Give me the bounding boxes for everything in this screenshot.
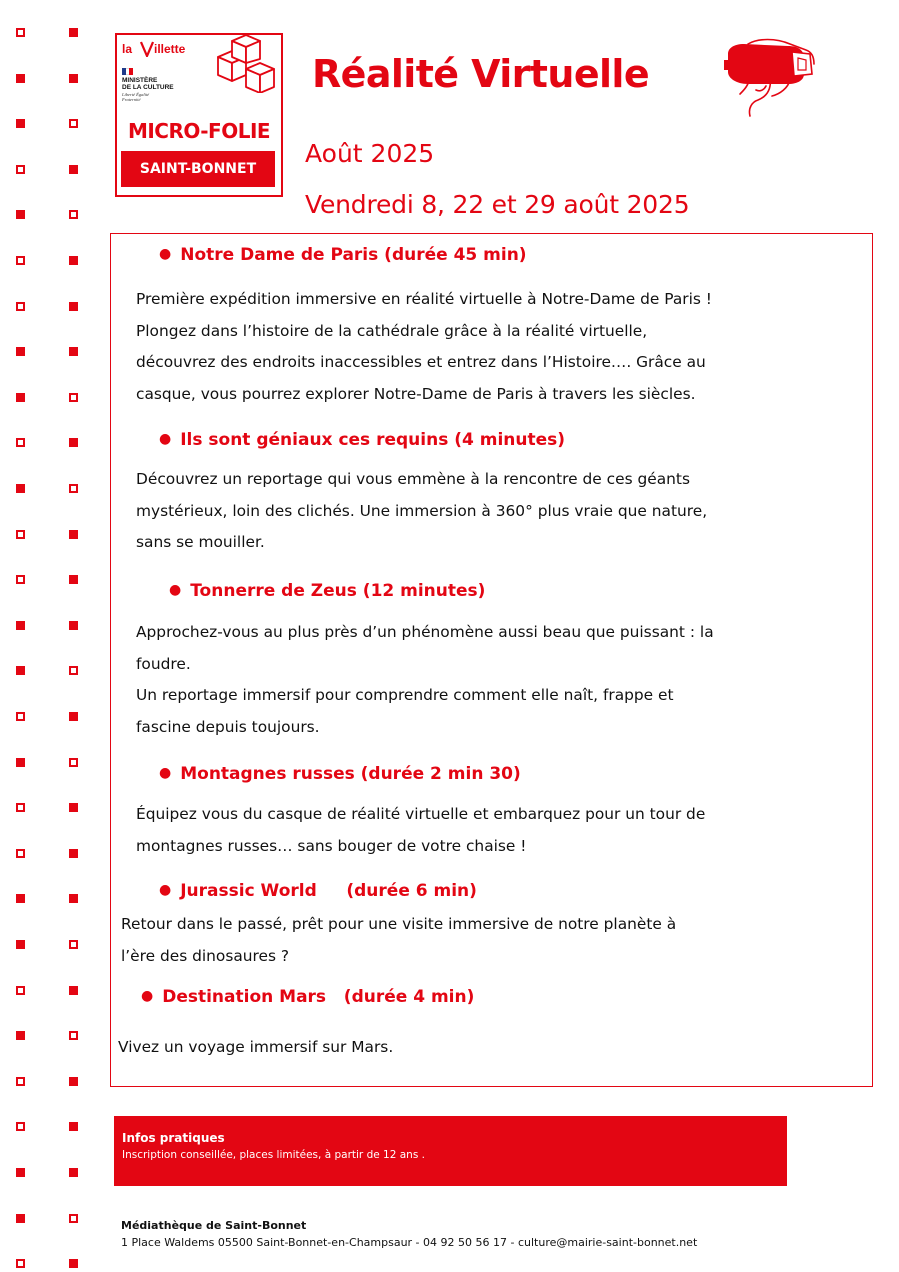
- description-line: sans se mouiller.: [136, 533, 265, 551]
- program-item-description: [136, 284, 712, 410]
- decorative-square: [69, 530, 78, 539]
- la-villette-text: illette: [154, 42, 186, 56]
- contact-details: 1 Place Waldems 05500 Saint-Bonnet-en-Champsaur - 04 92 50 56 17 - culture@mairie-saint-bonnet.net: [121, 1236, 698, 1249]
- decorative-square: [69, 1259, 78, 1268]
- ministry-line-2: DE LA CULTURE: [122, 84, 174, 91]
- decorative-square: [69, 803, 78, 812]
- description-line: Un reportage immersif pour comprendre comment elle naît, frappe et: [136, 686, 674, 704]
- decorative-square: [16, 986, 25, 995]
- description-line: Approchez-vous au plus près d’un phénomène aussi beau que puissant : la: [136, 623, 714, 641]
- program-item-title: ● Notre Dame de Paris (durée 45 min): [159, 245, 527, 265]
- decorative-square: [16, 530, 25, 539]
- decorative-square: [69, 940, 78, 949]
- bullet-icon: ●: [159, 246, 172, 262]
- decorative-square: [69, 666, 78, 675]
- bullet-icon: ●: [141, 988, 154, 1004]
- decorative-square: [69, 256, 78, 265]
- decorative-square: [69, 986, 78, 995]
- decorative-square: [69, 165, 78, 174]
- decorative-square: [69, 1077, 78, 1086]
- decorative-square: [69, 302, 78, 311]
- program-item-description: [121, 909, 676, 972]
- description-line: mystérieux, loin des clichés. Une immersion à 360° plus vraie que nature,: [136, 501, 708, 520]
- decorative-square: [69, 484, 78, 493]
- bullet-icon: ●: [159, 882, 172, 898]
- decorative-square: [16, 1168, 25, 1177]
- decorative-square: [16, 1077, 25, 1086]
- la-villette-la: la: [122, 42, 133, 56]
- description-line: foudre.: [136, 654, 191, 673]
- description-line: casque, vous pourrez explorer Notre-Dame de Paris à travers les siècles.: [136, 384, 696, 403]
- decorative-square: [69, 575, 78, 584]
- vr-headset-icon: [718, 30, 818, 130]
- program-item-title: ● Montagnes russes (durée 2 min 30): [159, 764, 521, 784]
- decorative-square: [16, 484, 25, 493]
- program-item-title: ● Tonnerre de Zeus (12 minutes): [169, 581, 486, 601]
- event-dates: Vendredi 8, 22 et 29 août 2025: [305, 190, 690, 219]
- decorative-square: [69, 1168, 78, 1177]
- decorative-square: [69, 210, 78, 219]
- decorative-square: [16, 302, 25, 311]
- decorative-square: [69, 393, 78, 402]
- flag-icon: [122, 68, 133, 75]
- decorative-square: [69, 1214, 78, 1223]
- decorative-square: [16, 758, 25, 767]
- decorative-square: [16, 1122, 25, 1131]
- description-line: montagnes russes… sans bouger de votre chaise !: [136, 836, 527, 855]
- decorative-square: [16, 894, 25, 903]
- practical-info-text: Inscription conseillée, places limitées, à partir de 12 ans .: [122, 1149, 425, 1161]
- program-item-description: [136, 799, 705, 862]
- decorative-square: [16, 849, 25, 858]
- description-line: l’ère des dinosaures ?: [121, 946, 290, 965]
- micro-folie-logo: [115, 33, 283, 197]
- program-item-description: [136, 464, 707, 559]
- decorative-square: [16, 393, 25, 402]
- decorative-square: [69, 1031, 78, 1040]
- description-line: découvrez des endroits inaccessibles et entrez dans l’Histoire…. Grâce au: [136, 353, 706, 371]
- decorative-square: [69, 849, 78, 858]
- description-line: fascine depuis toujours.: [136, 717, 320, 736]
- decorative-square: [16, 1259, 25, 1268]
- decorative-square: [16, 347, 25, 356]
- decorative-square: [16, 119, 25, 128]
- description-line: Plongez dans l’histoire de la cathédrale grâce à la réalité virtuelle,: [136, 321, 648, 340]
- decorative-square: [16, 74, 25, 83]
- decorative-square: [16, 712, 25, 721]
- decorative-square: [69, 74, 78, 83]
- micro-folie-title: MICRO-FOLIE: [127, 119, 271, 143]
- decorative-square: [16, 940, 25, 949]
- page-title: Réalité Virtuelle: [312, 52, 650, 96]
- location-label: SAINT-BONNET: [139, 161, 257, 177]
- la-villette-logo: [120, 37, 196, 59]
- practical-info-heading: Infos pratiques: [122, 1131, 225, 1145]
- decorative-square: [69, 621, 78, 630]
- decorative-square: [16, 256, 25, 265]
- program-item-title: ● Destination Mars (durée 4 min): [141, 987, 475, 1007]
- practical-info-banner: [114, 1116, 787, 1186]
- decorative-square: [16, 438, 25, 447]
- description-line: Découvrez un reportage qui vous emmène à la rencontre de ces géants: [136, 470, 690, 488]
- decorative-square: [16, 803, 25, 812]
- location-band: [121, 151, 275, 187]
- description-line: Vivez un voyage immersif sur Mars.: [118, 1038, 394, 1056]
- ministry-label: [122, 77, 197, 91]
- program-box: [110, 233, 873, 1087]
- description-line: Équipez vous du casque de réalité virtuelle et embarquez pour un tour de: [136, 805, 706, 823]
- program-item-title: ● Jurassic World (durée 6 min): [159, 881, 477, 901]
- bullet-icon: ●: [169, 582, 182, 598]
- contact-name: Médiathèque de Saint-Bonnet: [121, 1219, 307, 1232]
- decorative-square: [69, 438, 78, 447]
- decorative-square: [16, 28, 25, 37]
- program-item-title: ● Ils sont géniaux ces requins (4 minutes): [159, 430, 566, 450]
- decorative-square: [16, 575, 25, 584]
- decorative-square: [69, 894, 78, 903]
- decorative-square: [16, 666, 25, 675]
- decorative-square: [69, 712, 78, 721]
- program-item-description: [118, 1032, 393, 1064]
- republic-motto: Liberté Égalité Fraternité: [122, 92, 150, 102]
- bullet-icon: ●: [159, 431, 172, 447]
- program-item-description: [136, 617, 714, 743]
- la-villette-v-icon: [140, 41, 154, 57]
- description-line: Retour dans le passé, prêt pour une visite immersive de notre planète à: [121, 915, 677, 933]
- event-month: Août 2025: [305, 139, 435, 168]
- decorative-square: [16, 621, 25, 630]
- decorative-square: [69, 347, 78, 356]
- decorative-square: [16, 210, 25, 219]
- decorative-square: [16, 1031, 25, 1040]
- decorative-square: [69, 28, 78, 37]
- decorative-square: [69, 758, 78, 767]
- decorative-square: [16, 165, 25, 174]
- description-line: Première expédition immersive en réalité virtuelle à Notre-Dame de Paris !: [136, 290, 712, 308]
- decorative-square: [69, 1122, 78, 1131]
- ministry-line-1: MINISTÈRE: [122, 77, 158, 84]
- decorative-square: [16, 1214, 25, 1223]
- cubes-icon: [210, 33, 282, 93]
- bullet-icon: ●: [159, 765, 172, 781]
- decorative-square: [69, 119, 78, 128]
